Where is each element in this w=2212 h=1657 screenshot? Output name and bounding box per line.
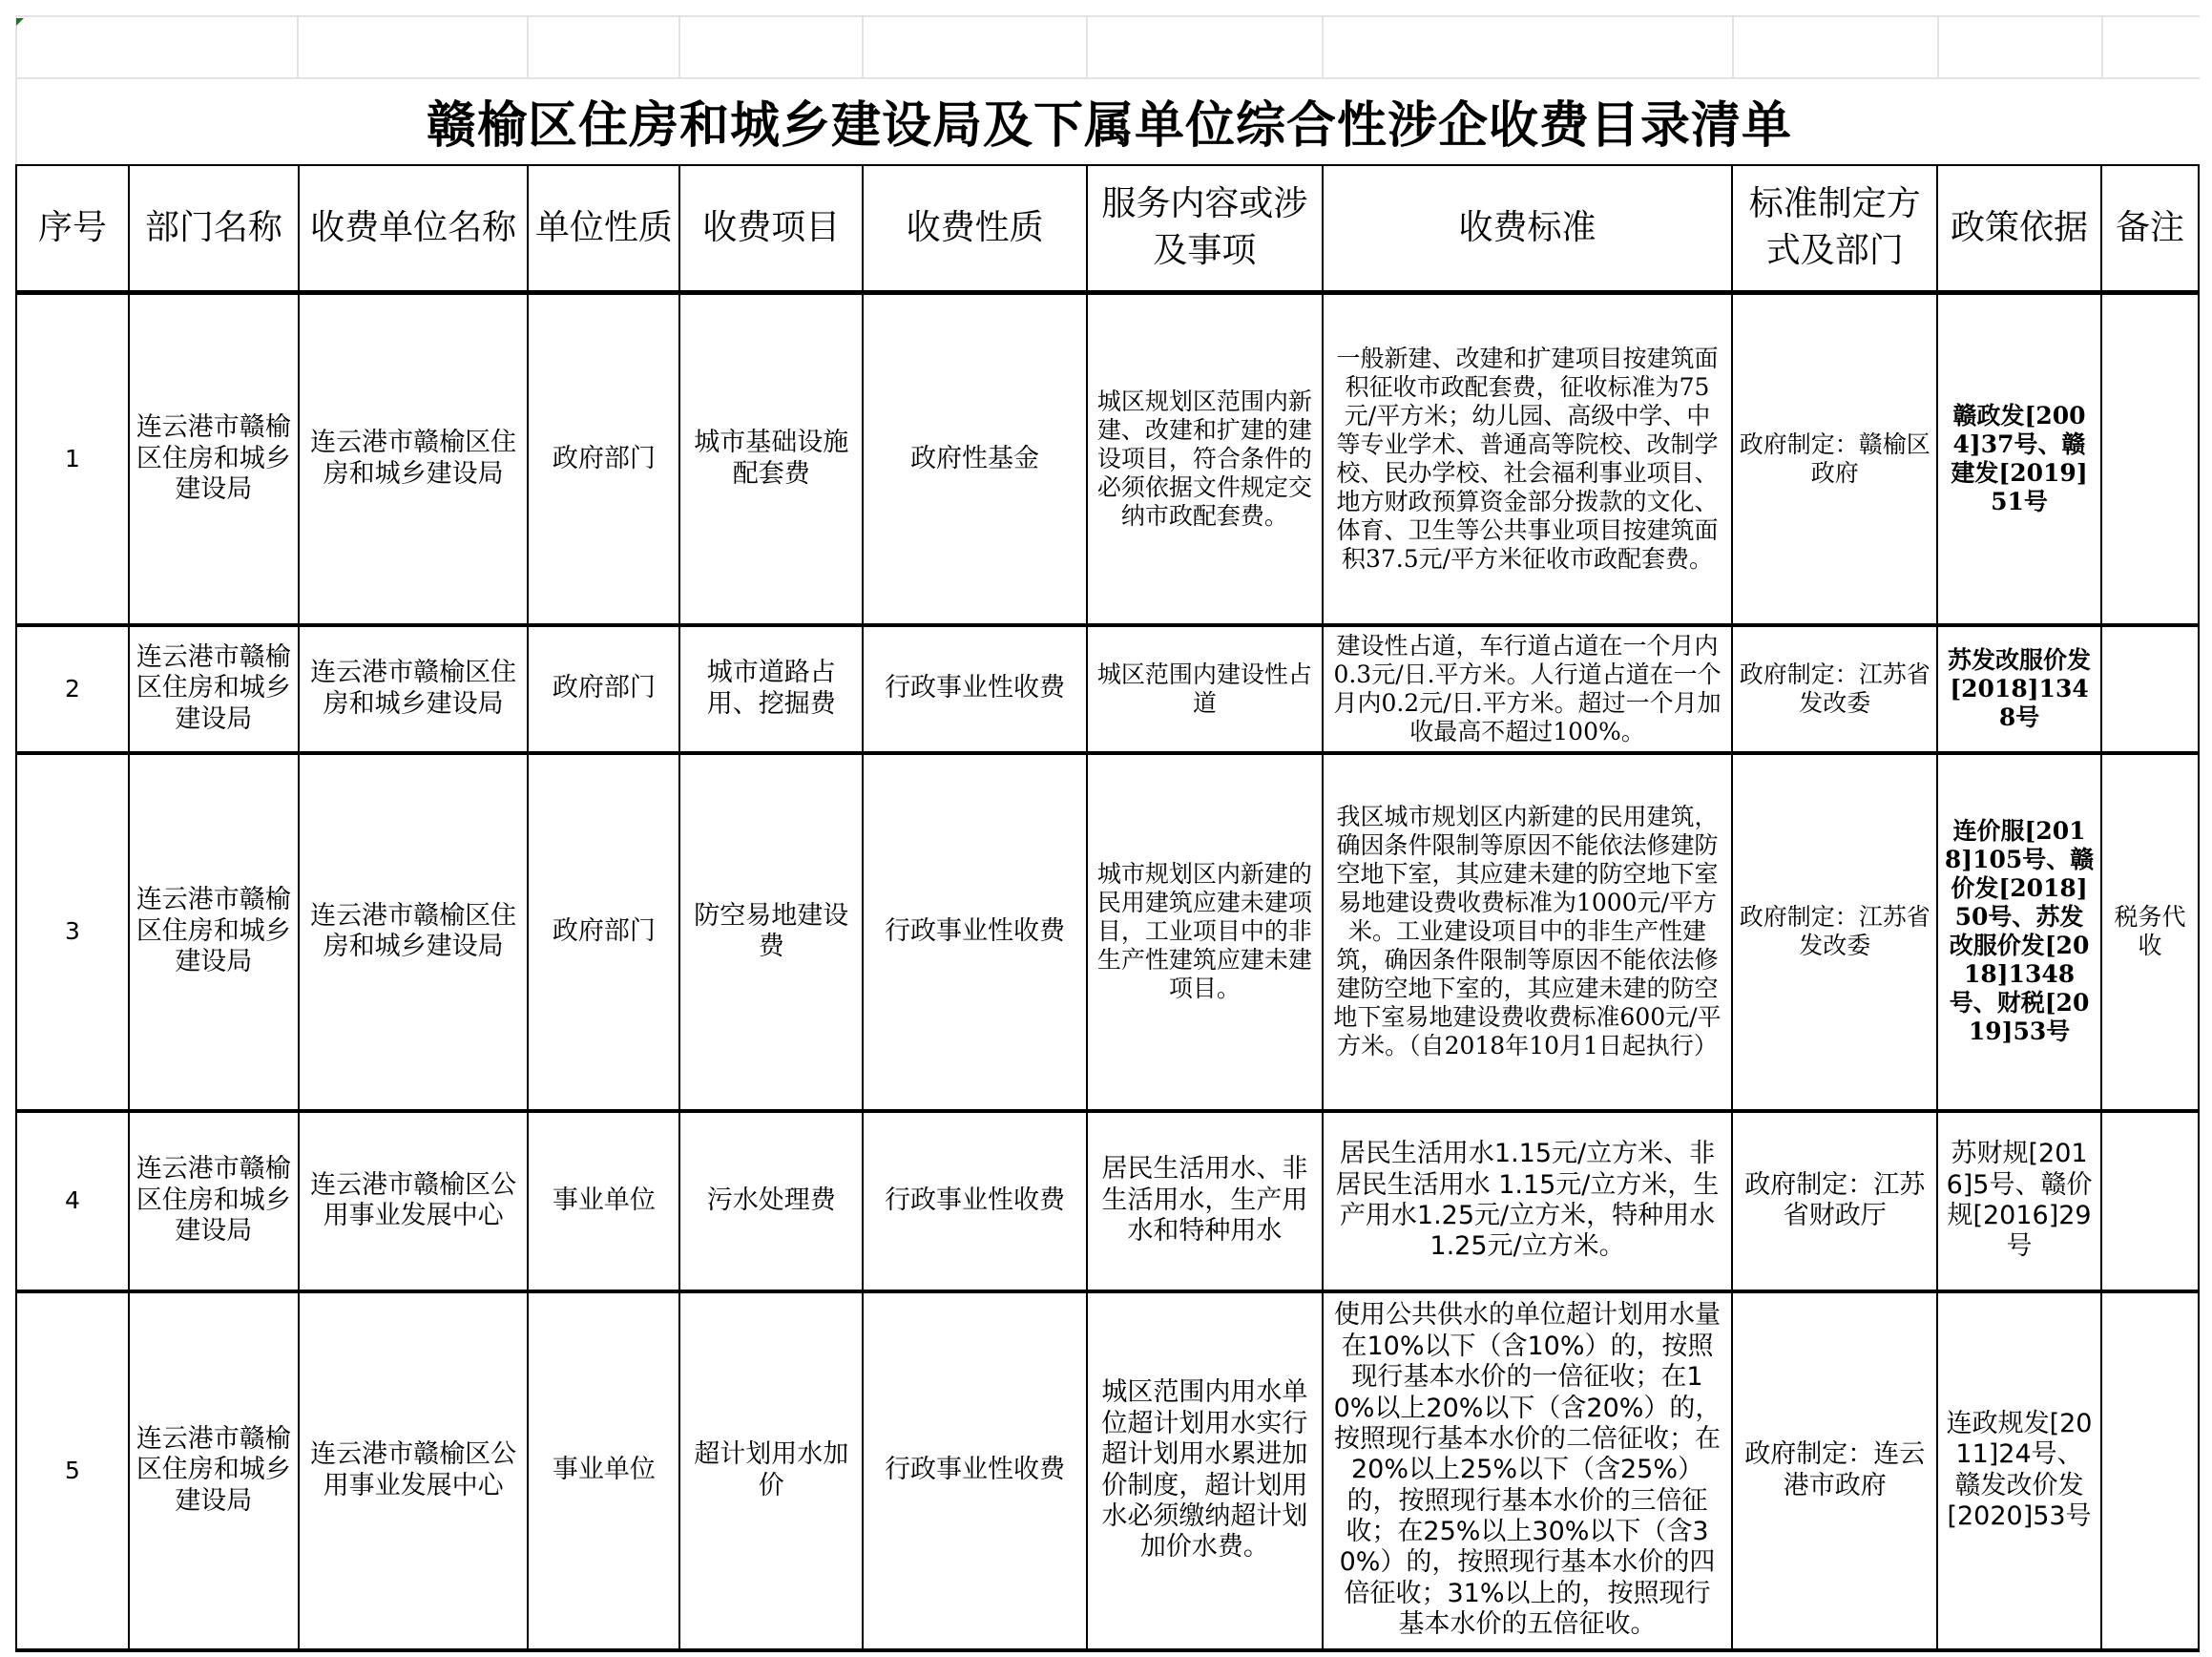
cell-standard[interactable]: 使用公共供水的单位超计划用水量在10%以下（含10%）的，按照现行基本水价的一倍征收；在10%以上20%以下（含20%）的，按照现行基本水价的二倍征收；在20%以上25%以下（含25%）的，按照现行基本水价的三倍征收；在25%以上30%以下（含30%）的，按照现行基本水价的四倍征收；31%以上的，按照现行基本水价的五倍征收。	[1323, 1291, 1733, 1650]
cell-remark[interactable]	[2101, 625, 2199, 753]
header-service[interactable]: 服务内容或涉及事项	[1087, 165, 1323, 293]
cell-remark[interactable]	[2101, 1291, 2199, 1650]
cell-standard[interactable]: 我区城市规划区内新建的民用建筑，确因条件限制等原因不能依法修建防空地下室，其应建未建的防空地下室易地建设费收费标准为1000元/平方米。工业建设项目中的非生产性建筑，确因条件限制等原因不能依法修建防空地下室的，其应建未建的防空地下室易地建设费收费标准600元/平方米。（自2018年10月1日起执行）	[1323, 753, 1733, 1111]
cell-method[interactable]: 政府制定：江苏省发改委	[1732, 753, 1937, 1111]
cell-nature[interactable]: 行政事业性收费	[863, 1111, 1087, 1291]
cell-no[interactable]: 2	[16, 625, 129, 753]
cell-basis[interactable]: 连政规发[2011]24号、赣发改价发[2020]53号	[1937, 1291, 2101, 1650]
cell-method[interactable]: 政府制定：江苏省发改委	[1732, 625, 1937, 753]
grid-cell[interactable]	[2101, 17, 2103, 79]
grid-cell[interactable]	[1732, 17, 1734, 79]
cell-item[interactable]: 城市道路占用、挖掘费	[679, 625, 863, 753]
cell-basis[interactable]: 连价服[2018]105号、赣价发[2018]50号、苏发改服价发[2018]1348号、财税[2019]53号	[1937, 753, 2101, 1111]
header-nature[interactable]: 收费性质	[863, 165, 1087, 293]
cell-basis[interactable]: 苏财规[2016]5号、赣价规[2016]29号	[1937, 1111, 2101, 1291]
cell-remark[interactable]	[2101, 293, 2199, 625]
cell-remark[interactable]	[2101, 1111, 2199, 1291]
header-method[interactable]: 标准制定方式及部门	[1732, 165, 1937, 293]
title-cell[interactable]	[15, 77, 2202, 164]
cell-nature[interactable]: 政府性基金	[863, 293, 1087, 625]
cell-department[interactable]: 连云港市赣榆区住房和城乡建设局	[129, 293, 299, 625]
table-row	[16, 753, 2199, 1111]
cell-basis[interactable]: 苏发改服价发[2018]1348号	[1937, 625, 2101, 753]
cell-standard[interactable]: 一般新建、改建和扩建项目按建筑面积征收市政配套费，征收标准为75元/平方米；幼儿园、高级中学、中等专业学术、普通高等院校、改制学校、民办学校、社会福利事业项目、地方财政预算资金部分拨款的文化、体育、卫生等公共事业项目按建筑面积37.5元/平方米征收市政配套费。	[1323, 293, 1733, 625]
cell-service[interactable]: 城区范围内用水单位超计划用水实行超计划用水累进加价制度，超计划用水必须缴纳超计划加价水费。	[1087, 1291, 1323, 1650]
cell-department[interactable]: 连云港市赣榆区住房和城乡建设局	[129, 753, 299, 1111]
header-unit[interactable]: 收费单位名称	[299, 165, 529, 293]
header-unit-type[interactable]: 单位性质	[528, 165, 679, 293]
cell-item[interactable]: 防空易地建设费	[679, 753, 863, 1111]
cell-no[interactable]: 3	[16, 753, 129, 1111]
grid-cell[interactable]	[1322, 17, 1324, 79]
table-row	[16, 625, 2199, 753]
header-item[interactable]: 收费项目	[679, 165, 863, 293]
cell-no[interactable]: 1	[16, 293, 129, 625]
table-row	[16, 293, 2199, 625]
cell-unit[interactable]: 连云港市赣榆区公用事业发展中心	[299, 1111, 529, 1291]
cell-no[interactable]: 5	[16, 1291, 129, 1650]
cell-unit[interactable]: 连云港市赣榆区公用事业发展中心	[299, 1291, 529, 1650]
cell-department[interactable]: 连云港市赣榆区住房和城乡建设局	[129, 1291, 299, 1650]
cell-unit-type[interactable]: 事业单位	[528, 1291, 679, 1650]
header-department[interactable]: 部门名称	[129, 165, 299, 293]
cell-no[interactable]: 4	[16, 1111, 129, 1291]
grid-cell[interactable]	[1086, 17, 1088, 79]
cell-method[interactable]: 政府制定：连云港市政府	[1732, 1291, 1937, 1650]
grid-cell[interactable]	[15, 17, 17, 79]
grid-cell[interactable]	[297, 17, 299, 79]
header-standard[interactable]: 收费标准	[1323, 165, 1733, 293]
cell-nature[interactable]: 行政事业性收费	[863, 1291, 1087, 1650]
selected-cell-marker-icon	[16, 18, 24, 26]
cell-unit[interactable]: 连云港市赣榆区住房和城乡建设局	[299, 293, 529, 625]
cell-nature[interactable]: 行政事业性收费	[863, 753, 1087, 1111]
cell-service[interactable]: 城市规划区内新建的民用建筑应建未建项目，工业项目中的非生产性建筑应建未建项目。	[1087, 753, 1323, 1111]
cell-item[interactable]: 超计划用水加价	[679, 1291, 863, 1650]
header-remark[interactable]: 备注	[2101, 165, 2199, 293]
cell-service[interactable]: 城区范围内建设性占道	[1087, 625, 1323, 753]
cell-unit-type[interactable]: 事业单位	[528, 1111, 679, 1291]
cell-method[interactable]: 政府制定：赣榆区政府	[1732, 293, 1937, 625]
cell-department[interactable]: 连云港市赣榆区住房和城乡建设局	[129, 1111, 299, 1291]
cell-unit[interactable]: 连云港市赣榆区住房和城乡建设局	[299, 753, 529, 1111]
cell-item[interactable]: 污水处理费	[679, 1111, 863, 1291]
cell-unit-type[interactable]: 政府部门	[528, 293, 679, 625]
grid-cell[interactable]	[862, 17, 864, 79]
cell-unit-type[interactable]: 政府部门	[528, 625, 679, 753]
header-no[interactable]: 序号	[16, 165, 129, 293]
grid-cell[interactable]	[678, 17, 680, 79]
cell-service[interactable]: 居民生活用水、非生活用水，生产用水和特种用水	[1087, 1111, 1323, 1291]
empty-grid-row	[15, 15, 2200, 79]
cell-unit[interactable]: 连云港市赣榆区住房和城乡建设局	[299, 625, 529, 753]
header-row	[16, 165, 2199, 293]
page-title: 赣榆区住房和城乡建设局及下属单位综合性涉企收费目录清单	[426, 97, 1792, 155]
fee-table	[15, 164, 2200, 1652]
cell-basis[interactable]: 赣政发[2004]37号、赣建发[2019]51号	[1937, 293, 2101, 625]
cell-unit-type[interactable]: 政府部门	[528, 753, 679, 1111]
grid-cell[interactable]	[527, 17, 529, 79]
cell-department[interactable]: 连云港市赣榆区住房和城乡建设局	[129, 625, 299, 753]
grid-cell[interactable]	[1937, 17, 1939, 79]
cell-method[interactable]: 政府制定：江苏省财政厅	[1732, 1111, 1937, 1291]
table-row	[16, 1291, 2199, 1650]
table-row	[16, 1111, 2199, 1291]
cell-item[interactable]: 城市基础设施配套费	[679, 293, 863, 625]
cell-nature[interactable]: 行政事业性收费	[863, 625, 1087, 753]
cell-standard[interactable]: 建设性占道，车行道占道在一个月内0.3元/日.平方米。人行道占道在一个月内0.2元/日.平方米。超过一个月加收最高不超过100%。	[1323, 625, 1733, 753]
cell-service[interactable]: 城区规划区范围内新建、改建和扩建的建设项目，符合条件的必须依据文件规定交纳市政配套费。	[1087, 293, 1323, 625]
header-basis[interactable]: 政策依据	[1937, 165, 2101, 293]
cell-remark[interactable]: 税务代收	[2101, 753, 2199, 1111]
cell-standard[interactable]: 居民生活用水1.15元/立方米、非居民生活用水 1.15元/立方米，生产用水1.25元/立方米，特种用水1.25元/立方米。	[1323, 1111, 1733, 1291]
